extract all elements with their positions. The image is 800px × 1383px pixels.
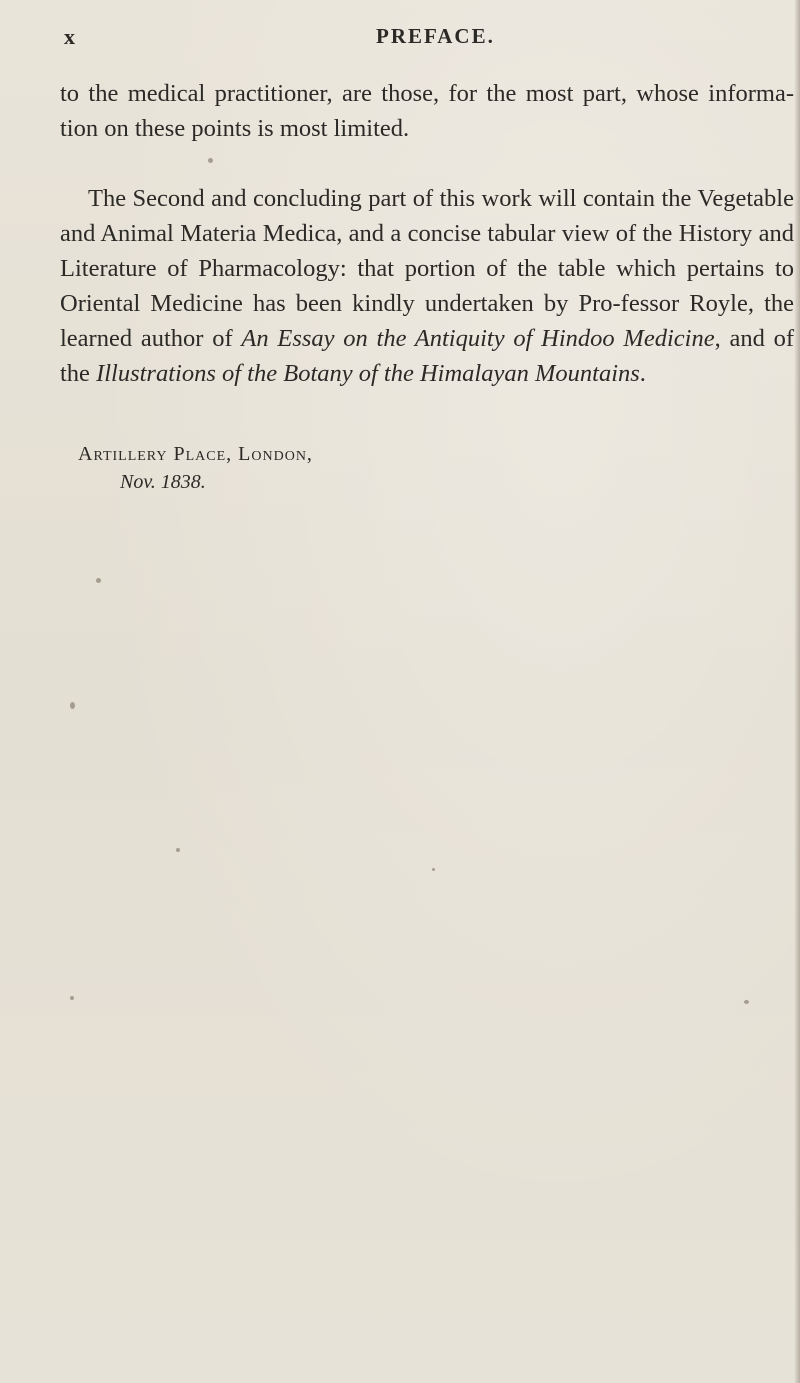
paragraph-2-end: .: [639, 360, 646, 387]
page-header: [60, 24, 760, 54]
running-head: PREFACE.: [376, 24, 495, 48]
book-title-essay: An Essay on the Antiquity of Hindoo Medicine: [241, 325, 715, 352]
paragraph-2-lead: The Second and concluding part of this work will contain the Vegetable and Animal Materia Medica, and a concise tabular view of the History and Literature of Pharmacology: that portion of the table which pertains to Oriental Medicine has been kindly undertaken by Pro-fessor Royle, the learned author of: [60, 185, 794, 352]
paragraph-1: to the medical practitioner, are those, for the most part, whose informa-tion on these points is most limited.: [60, 80, 794, 142]
signature-place: Artillery Place, London,: [78, 443, 313, 465]
paper-speck: [744, 1000, 749, 1004]
paragraph-2: [60, 181, 794, 391]
paragraph-2-mid: , and of the: [60, 325, 794, 387]
paper-speck: [176, 848, 180, 852]
page-number: x: [64, 24, 76, 49]
paper-speck: [96, 578, 101, 583]
paper-speck: [208, 158, 213, 163]
paper-speck: [70, 702, 75, 709]
signature-date: Nov. 1838.: [120, 471, 206, 493]
page-edge-shadow: [794, 0, 800, 1383]
signature-block: [78, 440, 313, 496]
book-title-illustrations: Illustrations of the Botany of the Himalayan Mountains: [96, 360, 640, 387]
paper-speck: [70, 996, 74, 1000]
body-text: [60, 76, 794, 391]
paper-speck: [432, 868, 435, 871]
